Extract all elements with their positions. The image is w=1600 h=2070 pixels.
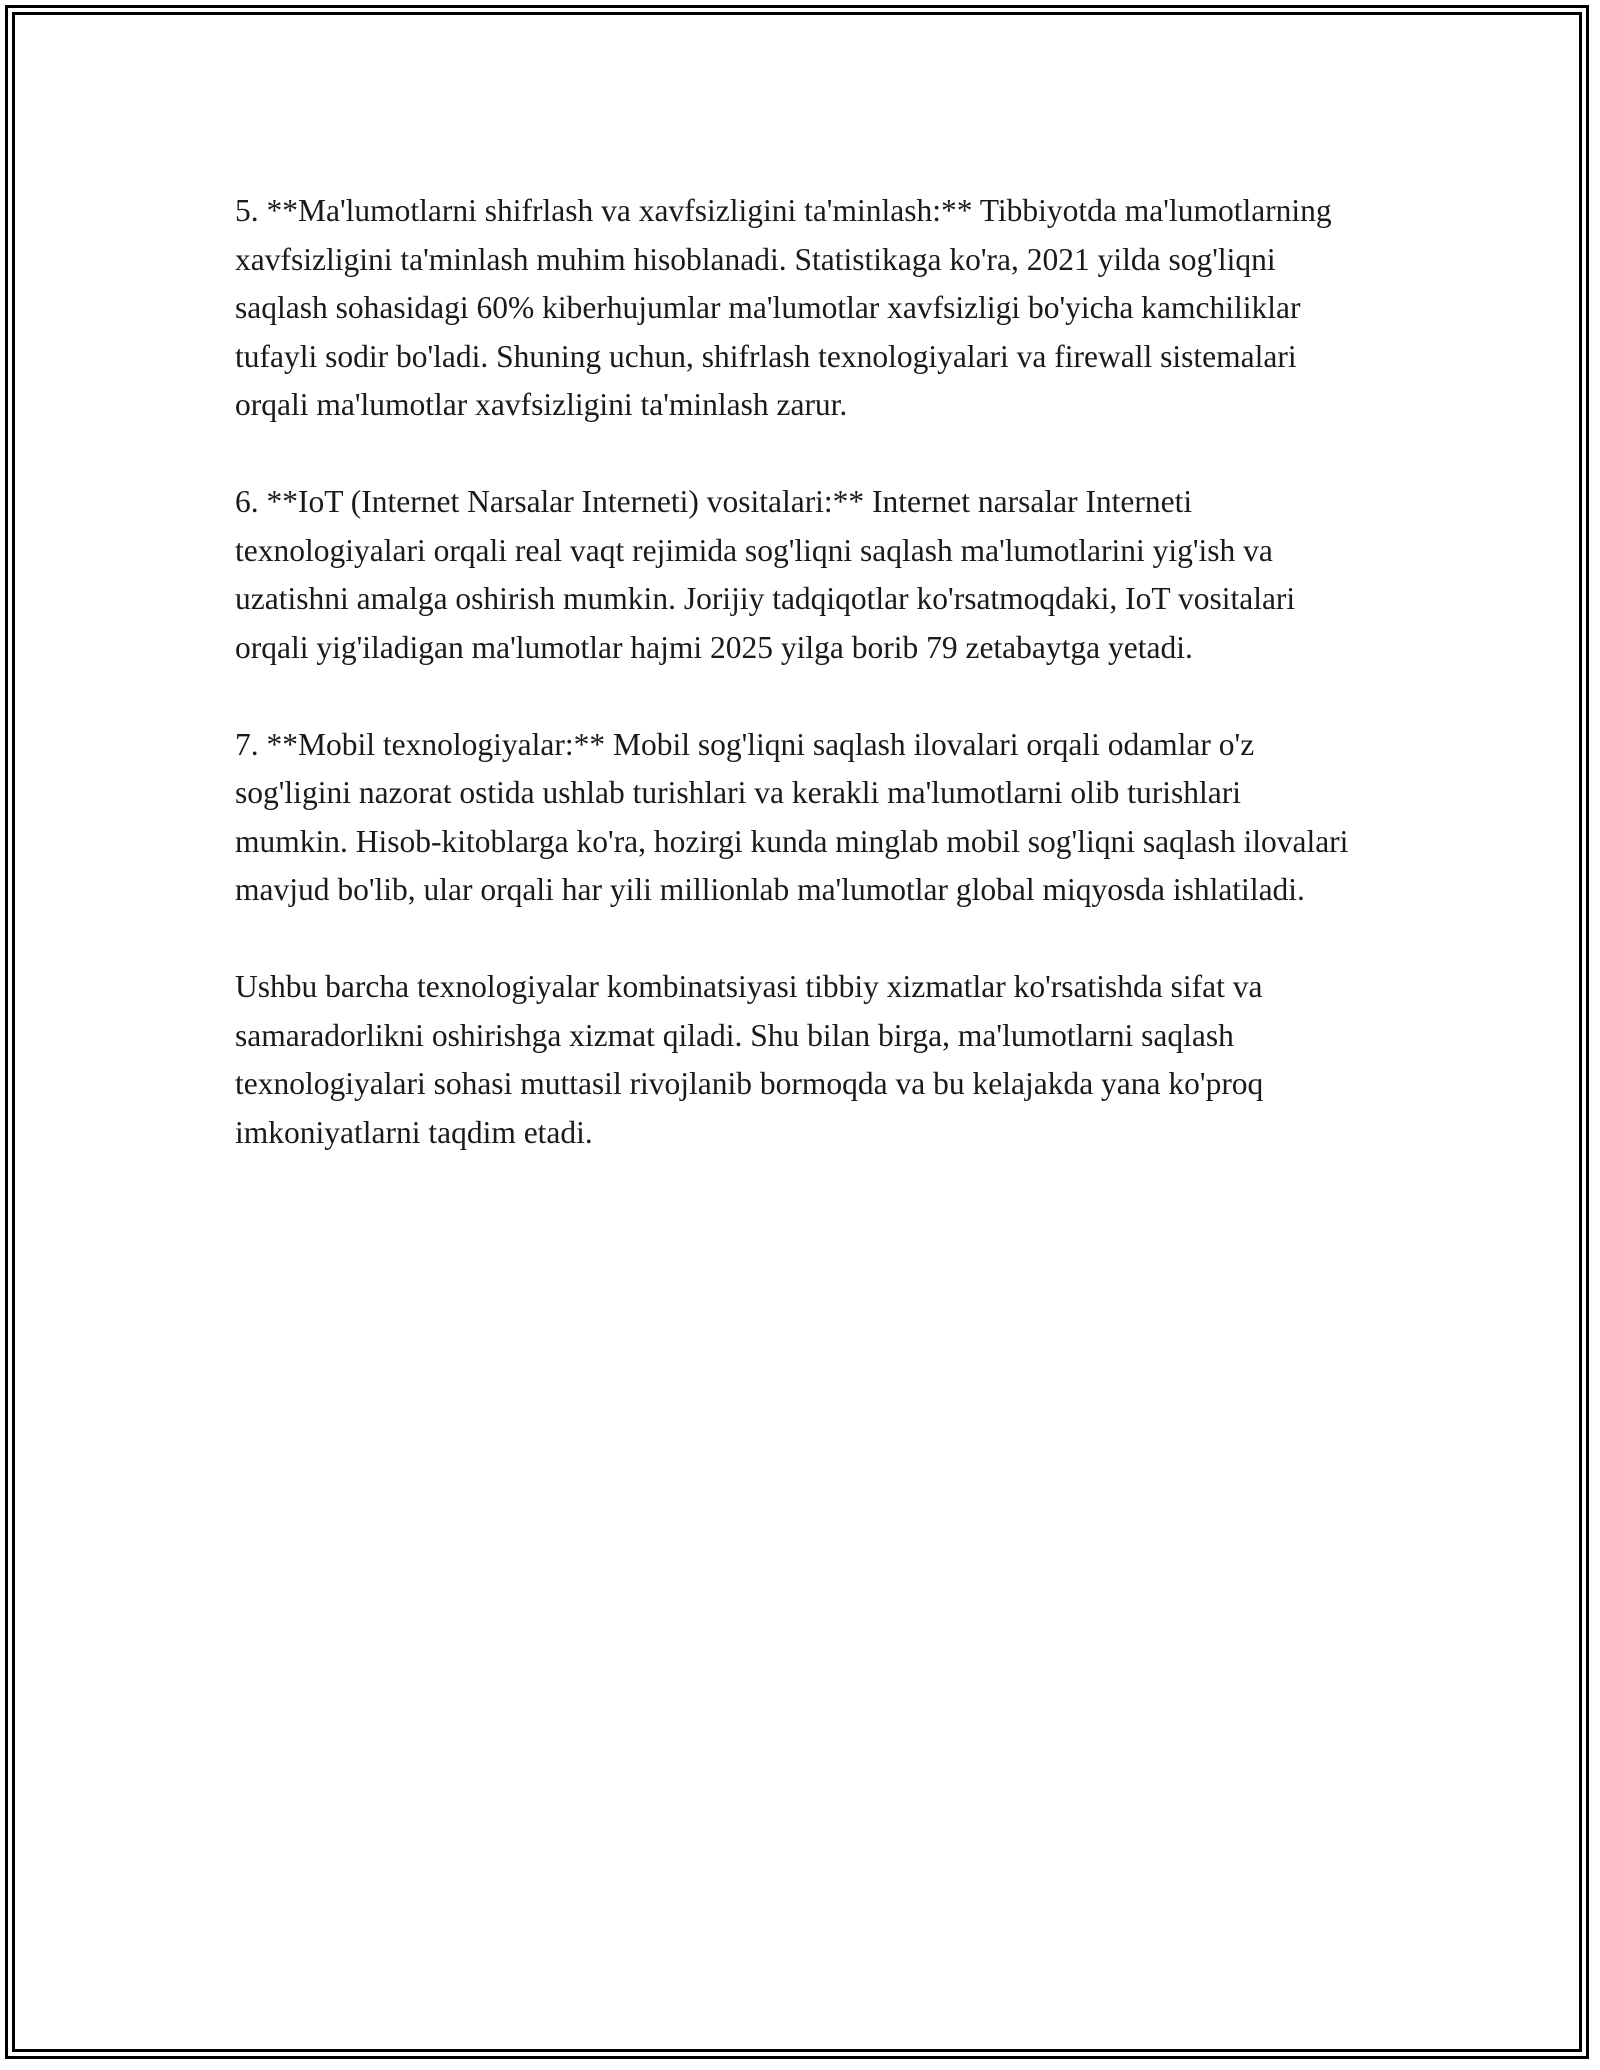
paragraph-iot: 6. **IoT (Internet Narsalar Interneti) vositalari:** Internet narsalar Interneti texnologiyalari orqali real vaqt rejimida sog'liqni saqlash ma'lumotlarini yig'ish va uzatishni amalga oshirish mumkin. Jorijiy tadqiqotlar ko'rsatmoqdaki, IoT vositalari orqali yig'iladigan ma'lumotlar hajmi 2025 yilga borib 79 zetabaytga yetadi. <box>235 484 1296 665</box>
paragraph-encryption: 5. **Ma'lumotlarni shifrlash va xavfsizligini ta'minlash:** Tibbiyotda ma'lumotlarning xavfsizligini ta'minlash muhim hisoblanadi. Statistikaga ko'ra, 2021 yilda sog'liqni saqlash sohasidagi 60% kiberhujumlar ma'lumotlar xavfsizligi bo'yicha kamchiliklar tufayli sodir bo'ladi. Shuning uchun, shifrlash texnologiyalari va firewall sistemalari orqali ma'lumotlar xavfsizligini ta'minlash zarur. <box>235 193 1332 422</box>
document-body <box>235 187 1360 1206</box>
paragraph-mobile: 7. **Mobil texnologiyalar:** Mobil sog'liqni saqlash ilovalari orqali odamlar o'z sog'ligini nazorat ostida ushlab turishlari va kerakli ma'lumotlarni olib turishlari mumkin. Hisob-kitoblarga ko'ra, hozirgi kunda minglab mobil sog'liqni saqlash ilovalari mavjud bo'lib, ular orqali har yili millionlab ma'lumotlar global miqyosda ishlatiladi. <box>235 726 1349 907</box>
paragraph-conclusion: Ushbu barcha texnologiyalar kombinatsiyasi tibbiy xizmatlar ko'rsatishda sifat va samaradorlikni oshirishga xizmat qiladi. Shu bilan birga, ma'lumotlarni saqlash texnologiyalari sohasi muttasil rivojlanib bormoqda va bu kelajakda yana ko'proq imkoniyatlarni taqdim etadi. <box>235 969 1264 1150</box>
